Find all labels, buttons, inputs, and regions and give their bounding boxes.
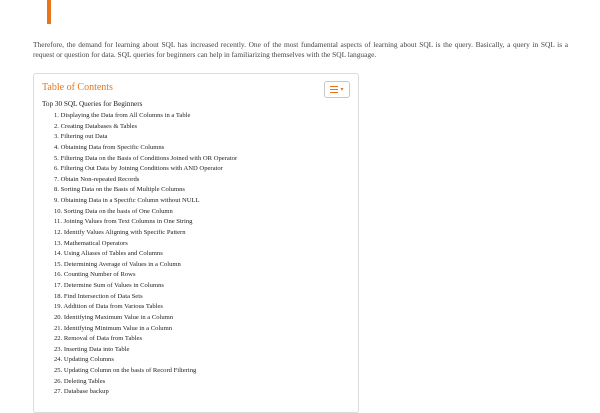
- toc-item-link[interactable]: 18. Find Intersection of Data Sets: [54, 292, 143, 300]
- toc-toggle-button[interactable]: [324, 81, 350, 98]
- toc-item-link[interactable]: 25. Updating Column on the basis of Record Filtering: [54, 367, 197, 374]
- toc-item-link[interactable]: 11. Joining Values from Text Columns in One String: [54, 218, 193, 226]
- toc-item-link[interactable]: 16. Counting Number of Rows: [54, 271, 136, 279]
- toc-item-link[interactable]: 7. Obtain Non-repeated Records: [54, 175, 140, 183]
- toc-item-link[interactable]: 13. Mathematical Operators: [54, 239, 128, 247]
- chevron-down-icon: ▾: [340, 86, 344, 93]
- toc-heading-link[interactable]: Top 30 SQL Queries for Beginners: [42, 100, 143, 108]
- accent-bar: [47, 0, 51, 24]
- list-toggle-icon: [330, 86, 338, 93]
- toc-item-link[interactable]: 21. Identifying Minimum Value in a Column: [54, 324, 173, 332]
- toc-item-link[interactable]: 27. Database backup: [54, 388, 109, 396]
- toc-item-link[interactable]: 4. Obtaining Data from Specific Columns: [54, 143, 165, 151]
- toc-item-link[interactable]: 23. Inserting Data into Table: [54, 345, 130, 353]
- toc-item-link[interactable]: 3. Filtering out Data: [54, 133, 108, 141]
- toc-item-link[interactable]: 12. Identify Values Aligning with Specific Pattern: [54, 228, 186, 236]
- toc-title: Table of Contents: [42, 82, 113, 93]
- toc-item-link[interactable]: 24. Updating Columns: [54, 356, 114, 364]
- toc-item-link[interactable]: 22. Removal of Data from Tables: [54, 335, 143, 343]
- intro-paragraph: Therefore, the demand for learning about SQL has increased recently. One of the most fundamental aspects of learning about SQL is the query. Basically, a query in SQL is a request or question for data. SQL queries for beginners can help in familiarizing themselves with the SQL language.: [33, 40, 568, 59]
- toc-item-link[interactable]: 14. Using Aliases of Tables and Columns: [54, 250, 163, 258]
- table-of-contents: [33, 73, 359, 413]
- toc-item-link[interactable]: 17. Determine Sum of Values in Columns: [54, 282, 164, 289]
- toc-item-link[interactable]: 20. Identifying Maximum Value in a Column: [54, 313, 174, 321]
- toc-list: [54, 111, 237, 398]
- toc-item-link[interactable]: 26. Deleting Tables: [54, 377, 106, 385]
- toc-item-link[interactable]: 19. Addition of Data from Various Tables: [54, 303, 163, 311]
- toc-item-link[interactable]: 15. Determining Average of Values in a Column: [54, 260, 181, 268]
- toc-item-link[interactable]: 2. Creating Databases & Tables: [54, 122, 138, 130]
- toc-item-link[interactable]: 10. Sorting Data on the basis of One Column: [54, 207, 173, 215]
- toc-item-link[interactable]: 9. Obtaining Data in a Specific Column without NULL: [54, 197, 200, 204]
- toc-item-link[interactable]: 8. Sorting Data on the Basis of Multiple Columns: [54, 186, 185, 194]
- toc-item-link[interactable]: 1. Displaying the Data from All Columns in a Table: [54, 112, 191, 119]
- toc-item-link[interactable]: 5. Filtering Data on the Basis of Conditions Joined with OR Operator: [54, 154, 238, 162]
- toc-item-link[interactable]: 6. Filtering Out Data by Joining Conditions with AND Operator: [54, 165, 223, 173]
